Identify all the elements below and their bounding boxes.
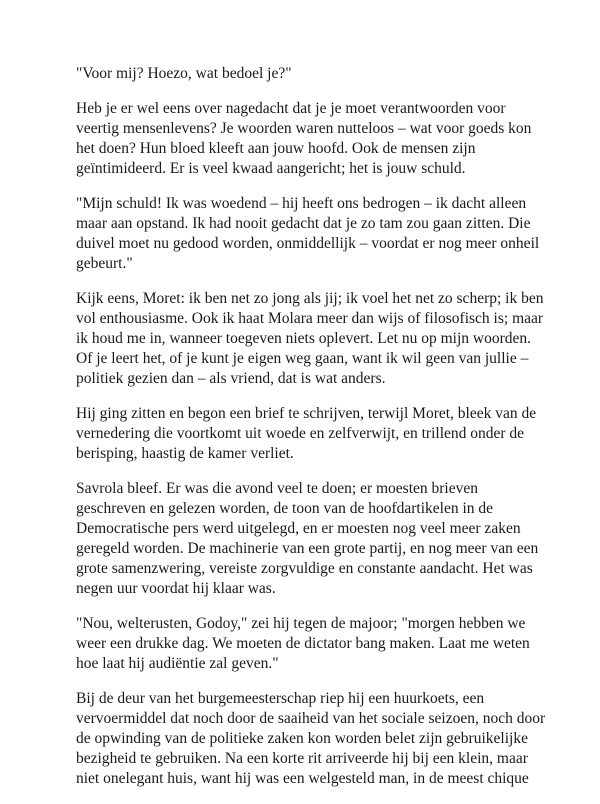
text-line: Of je leert het, of je kunt je eigen weg gaan, want ik wil geen van jullie – — [76, 350, 529, 367]
paragraph — [76, 289, 544, 389]
text-line: geschreven en gelezen worden, de toon van de hoofdartikelen in de — [76, 500, 494, 517]
paragraph — [76, 479, 539, 599]
text-line: grote samenzwering, vereiste zorgvuldige en constante aandacht. Het was — [76, 560, 533, 577]
text-line: bezigheid te gebruiken. Na een korte rit arriveerde hij bij een klein, maar — [76, 750, 528, 767]
paragraph — [76, 64, 536, 84]
text-line: duivel moet nu gedood worden, onmiddellijk – voordat er nog meer onheil — [76, 235, 540, 252]
document-page — [76, 64, 546, 804]
paragraph — [76, 194, 540, 274]
text-line: Democratische pers werd uitgelegd, en er moesten nog veel meer zaken — [76, 520, 521, 537]
text-line: Kijk eens, Moret: ik ben net zo jong als jij; ik voel het net zo scherp; ik ben — [76, 290, 544, 307]
text-line: ik houd me in, wanneer toegeven niets oplevert. Let nu op mijn woorden. — [76, 330, 531, 347]
text-line: geregeld worden. De machinerie van een grote partij, en nog meer van een — [76, 540, 539, 557]
text-line: Bij de deur van het burgemeesterschap riep hij een huurkoets, een — [76, 690, 485, 707]
text-line: het doen? Hun bloed kleeft aan jouw hoofd. Ook de mensen zijn — [76, 140, 476, 157]
text-line: Heb je er wel eens over nagedacht dat je je moet verantwoorden voor — [76, 100, 506, 117]
text-line: geïntimideerd. Er is veel kwaad aangericht; het is jouw schuld. — [76, 160, 466, 177]
text-line: vervoermiddel dat noch door de saaiheid van het sociale seizoen, noch door — [76, 710, 546, 727]
text-line: de opwinding van de politieke zaken kon worden belet zijn gebruikelijke — [76, 730, 528, 747]
text-line: hoe laat hij audiëntie zal geven." — [76, 655, 279, 672]
paragraph — [76, 689, 546, 789]
text-line: vernedering die voortkomt uit woede en zelfverwijt, en trillend onder de — [76, 425, 525, 442]
text-line: veertig mensenlevens? Je woorden waren nutteloos – wat voor goeds kon — [76, 120, 532, 137]
text-line: politiek gezien dan – als vriend, dat is wat anders. — [76, 370, 386, 387]
text-line: negen uur voordat hij klaar was. — [76, 580, 276, 597]
text-line: vol enthousiasme. Ook ik haat Molara meer dan wijs of filosofisch is; maar — [76, 310, 544, 327]
text-line: "Voor mij? Hoezo, wat bedoel je?" — [76, 65, 292, 82]
text-line: "Mijn schuld! Ik was woedend – hij heeft ons bedrogen – ik dacht alleen — [76, 195, 527, 212]
paragraph — [76, 404, 536, 464]
text-line: "Nou, welterusten, Godoy," zei hij tegen de majoor; "morgen hebben we — [76, 615, 526, 632]
text-line: Savrola bleef. Er was die avond veel te doen; er moesten brieven — [76, 480, 478, 497]
text-line: niet onelegant huis, want hij was een welgesteld man, in de meest chique — [76, 770, 529, 787]
paragraph — [76, 614, 536, 674]
text-line: berisping, haastig de kamer verliet. — [76, 445, 294, 462]
paragraph — [76, 99, 536, 179]
text-line: maar aan opstand. Ik had nooit gedacht dat je zo tam zou gaan zitten. Die — [76, 215, 531, 232]
text-line: gebeurt." — [76, 255, 133, 272]
text-line: Hij ging zitten en begon een brief te schrijven, terwijl Moret, bleek van de — [76, 405, 537, 422]
text-line: weer een drukke dag. We moeten de dictator bang maken. Laat me weten — [76, 635, 530, 652]
